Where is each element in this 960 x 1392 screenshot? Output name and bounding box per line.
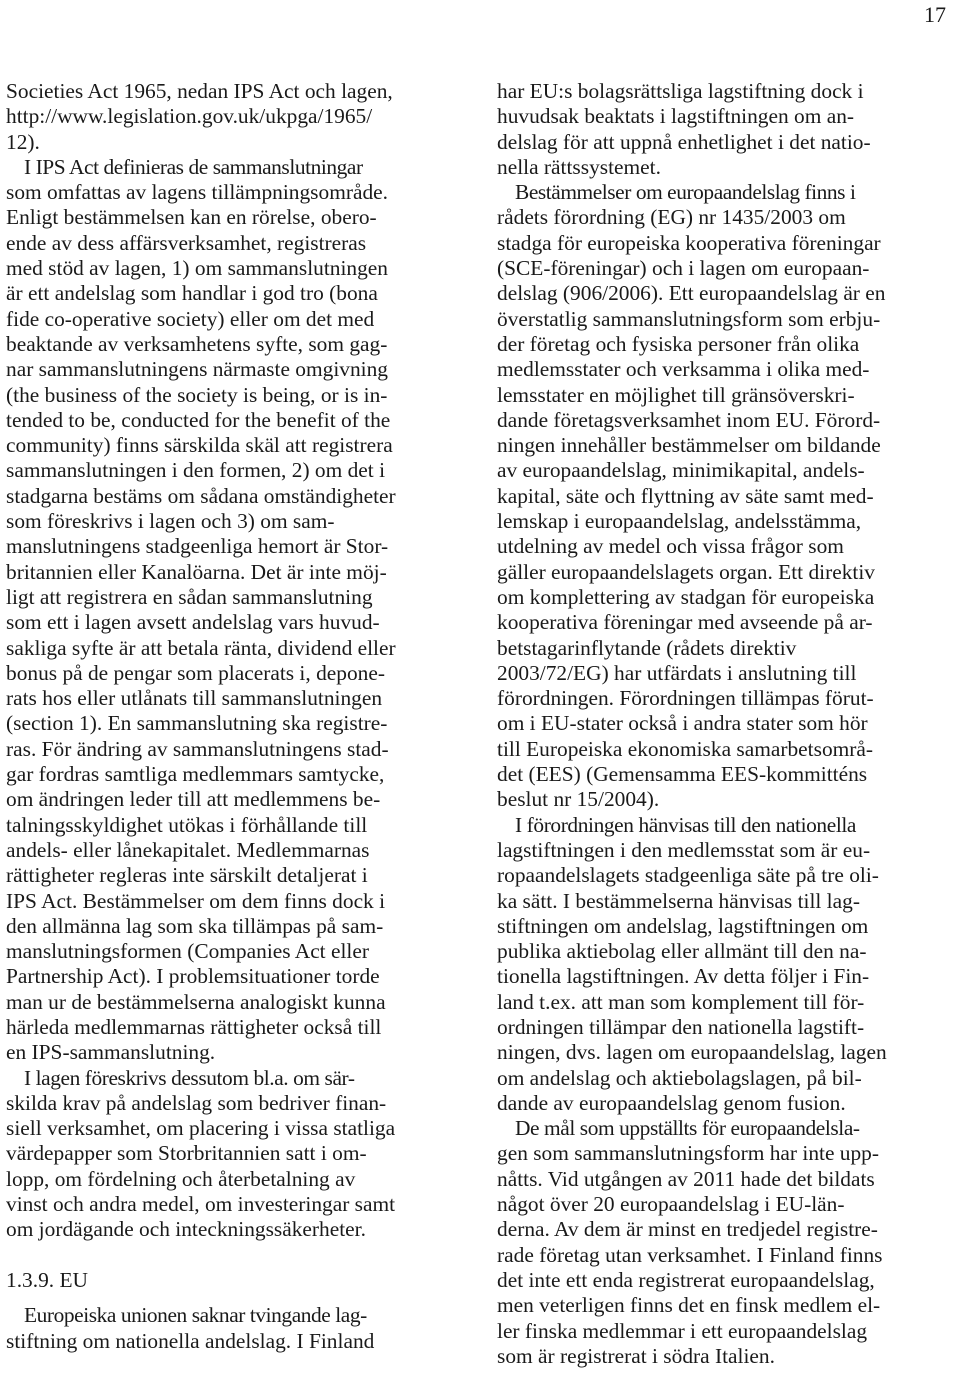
text-line: ligt att registrera en sådan sammanslutning [6,584,373,609]
text-line: är ett andelslag som handlar i god tro (bona [6,281,378,306]
text-line: utdelning av medel och vissa frågor som [497,534,844,559]
text-line: om i EU-stater också i andra stater som hör [497,711,868,736]
text-line: Enligt bestämmelsen kan en rörelse, obero- [6,205,377,230]
text-line: Societies Act 1965, nedan IPS Act och lagen, [6,79,393,103]
text-line: betstagarinflytande (rådets direktiv [497,635,797,660]
text-line: I förordningen hänvisas till den nationella [515,812,856,837]
text-line: om komplettering av stadgan för europeiska [497,584,875,609]
text-line: talningsskyldighet utökas i förhållande till [6,812,368,837]
text-line: kooperativa föreningar med avseende på ar- [497,610,873,635]
text-line: der företag och fysiska personer från olika [497,331,860,356]
text-line: huvudsak beaktats i lagstiftningen om an- [497,104,855,129]
text-line: stadgarna bestäms om sådana omständigheter [6,483,396,508]
text-line: gäller europaandelslagets organ. Ett direktiv [497,559,875,584]
text-line: man ur de bestämmelserna analogiskt kunna [6,989,386,1014]
text-line: dande av europaandelslag genom fusion. [497,1090,846,1115]
text-line: stiftningen om andelslag, lagstiftningen om [497,913,869,938]
text-line: Partnership Act). I problemsituationer torde [6,964,380,989]
text-line: som föreskrivs i lagen och 3) om sam- [6,509,335,534]
text-line: förordningen. Förordningen tillämpas förut- [497,686,874,711]
text-line: medlemsstater och verksamma i olika med- [497,357,870,382]
text-line: vinst och andra medel, om investeringar samt [6,1192,396,1217]
text-line: bonus på de pengar som placerats i, depone- [6,660,385,685]
text-line: härleda medlemmarnas rättigheter också till [6,1014,382,1039]
text-line: lagstiftningen i den medlemsstat som är eu- [497,837,871,862]
text-line: den allmänna lag som ska tillämpas på sam- [6,913,384,938]
text-line: rade företag utan verksamhet. I Finland finns [497,1242,883,1267]
text-line: om jordägande och inteckningssäkerheter. [6,1217,366,1242]
text-line: manslutningsformen (Companies Act eller [6,939,369,964]
text-line: ningen innehåller bestämmelser om bildande [497,433,881,458]
text-line: (section 1). En sammanslutning ska registre- [6,711,388,736]
text-line: men veterligen finns det en finsk medlem el- [497,1293,881,1318]
text-line: lemsstater en möjlighet till gränsöverskri- [497,382,855,407]
text-line: till Europeiska ekonomiska samarbetsområ- [497,736,874,761]
text-line: skilda krav på andelslag som bedriver finan- [6,1090,387,1115]
text-line: det inte ett enda registrerat europaandelslag, [497,1267,875,1292]
text-line: om ändringen leder till att medlemmens be- [6,787,381,812]
paragraph-spacer [6,1243,469,1268]
text-line: en IPS-sammanslutning. [6,1040,216,1065]
text-line: sakliga syfte är att betala ränta, dividend eller [6,635,396,660]
text-line: beaktande av verksamhetens syfte, som gag- [6,331,388,356]
text-line: nella rättssystemet. [497,154,661,179]
text-line: (the business of the society is being, or is in- [6,382,388,407]
page-number: 17 [924,2,946,27]
text-line: siell verksamhet, om placering i vissa statliga [6,1116,396,1141]
text-line: av europaandelslag, minimikapital, andels- [497,458,865,483]
text-line: sammanslutningen i den formen, 2) om det i [6,458,386,483]
text-line: britannien eller Kanalöarna. Det är inte möj- [6,559,387,584]
text-line: dande företagsverksamhet inom EU. Förord- [497,407,881,432]
text-line: De mål som uppställts för europaandelsla- [515,1116,860,1141]
text-line: I lagen föreskrivs dessutom bl.a. om sär- [24,1065,355,1090]
text-line: IPS Act. Bestämmelser om dem finns dock i [6,888,386,913]
text-line: Bestämmelser om europaandelslag finns i [515,180,856,205]
text-line: 2003/72/EG) har utfärdats i anslutning till [497,660,857,685]
text-line: rättigheter regleras inte särskilt detaljerat i [6,863,368,888]
text-line: rådets förordning (EG) nr 1435/2003 om [497,205,846,230]
text-line: tended to be, conducted for the benefit of the [6,407,391,432]
text-line: beslut nr 15/2004). [497,787,660,812]
text-line: nåtts. Vid utgången av 2011 hade det bildats [497,1166,875,1191]
text-line: har EU:s bolagsrättsliga lagstiftning dock i [497,79,864,103]
right-text-column [497,79,960,1369]
text-line: ras. För ändring av sammanslutningens stad- [6,736,389,761]
text-line: manslutningens stadgeenliga hemort är Stor- [6,534,389,559]
text-line: publika aktiebolag eller allmänt till den na- [497,939,867,964]
text-line: Europeiska unionen saknar tvingande lag- [24,1303,367,1328]
text-line: andels- eller lånekapitalet. Medlemmarnas [6,837,370,862]
text-line: 12). [6,129,40,154]
text-line: rats hos eller utlånats till sammanslutningen [6,686,383,711]
text-line: ka sätt. I bestämmelserna hänvisas till lag- [497,888,860,913]
text-line: I IPS Act definieras de sammanslutningar [24,154,363,179]
text-line: kapital, säte och flyttning av säte samt med- [497,483,874,508]
text-line: om andelslag och aktiebolagslagen, på bil- [497,1065,862,1090]
text-line: gar fordras samtliga medlemmars samtycke, [6,762,385,787]
text-line: stiftning om nationella andelslag. I Finland [6,1328,375,1353]
text-line: ordningen tillämpar den nationella lagstift- [497,1014,865,1039]
text-line: ende av dess affärsverksamhet, registreras [6,230,367,255]
text-line: fide co-operative society) eller om det med [6,306,375,331]
text-line: delslag (906/2006). Ett europaandelslag är en [497,281,886,306]
text-line: lemskap i europaandelslag, andelsstämma, [497,509,862,534]
text-line: som är registrerat i södra Italien. [497,1343,775,1368]
left-text-column [6,79,469,1354]
text-line: överstatlig sammanslutningsform som erbju- [497,306,881,331]
text-line: något över 20 europaandelslag i EU-län- [497,1192,845,1217]
text-line: ningen, dvs. lagen om europaandelslag, lagen [497,1040,887,1065]
text-line: lopp, om fördelning och återbetalning av [6,1166,356,1191]
text-line: tionella lagstiftningen. Av detta följer i Fin- [497,964,870,989]
text-line: community) finns särskilda skäl att registrera [6,433,393,458]
text-line: som omfattas av lagens tillämpningsområde. [6,180,388,205]
text-line: 1.3.9. EU [6,1267,88,1292]
text-line: som ett i lagen avsett andelslag vars huvud- [6,610,380,635]
text-line: ler finska medlemmar i ett europaandelslag [497,1318,868,1343]
text-line: delslag för att uppnå enhetlighet i det natio- [497,129,871,154]
text-line: stadga för europeiska kooperativa föreningar [497,230,881,255]
text-line: med stöd av lagen, 1) om sammanslutningen [6,256,388,281]
paragraph-spacer [6,1293,469,1303]
text-line: http://www.legislation.gov.uk/ukpga/1965/ [6,104,373,129]
text-line: derna. Av dem är minst en tredjedel registre- [497,1217,878,1242]
text-line: nar sammanslutningens närmaste omgivning [6,357,388,382]
text-line: ropaandelslagets stadgeenliga säte på tre oli- [497,863,879,888]
text-line: det (EES) (Gemensamma EES-kommitténs [497,762,868,787]
text-line: värdepapper som Storbritannien satt i om- [6,1141,367,1166]
text-line: gen som sammanslutningsform har inte upp- [497,1141,880,1166]
text-line: land t.ex. att man som komplement till för- [497,989,865,1014]
text-line: (SCE-föreningar) och i lagen om europaan- [497,256,870,281]
